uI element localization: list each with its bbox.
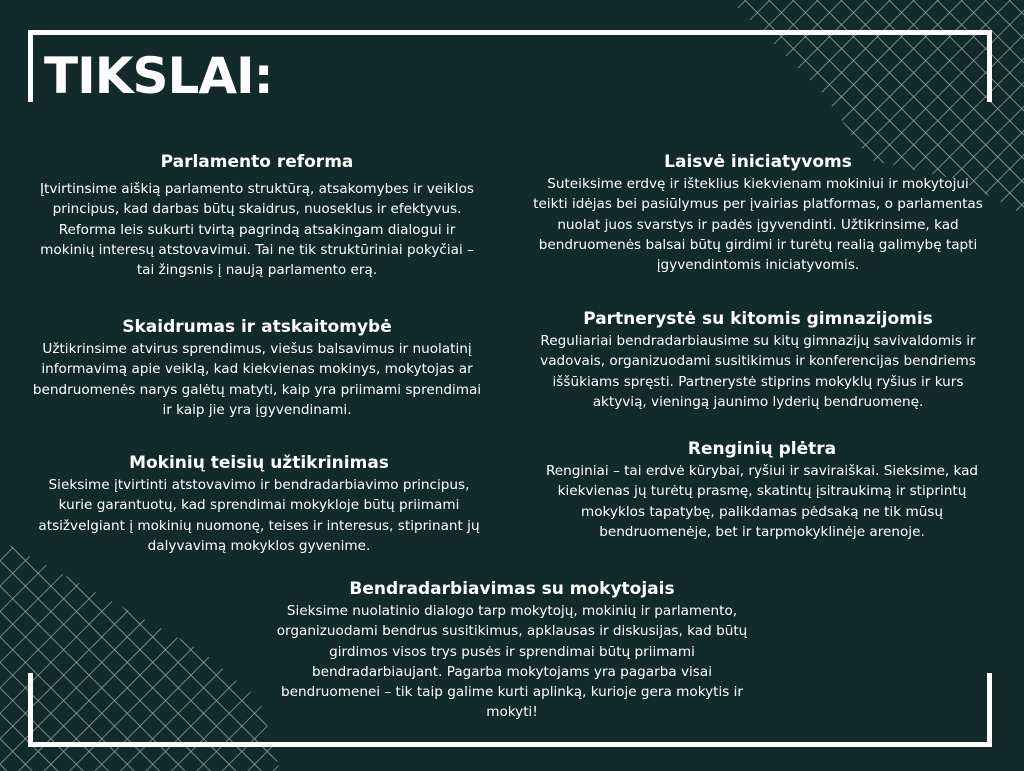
- section-heading: Skaidrumas ir atskaitomybė: [122, 317, 392, 337]
- section-laisve-iniciatyvoms: [530, 151, 986, 275]
- section-heading: Renginių plėtra: [687, 439, 837, 459]
- section-text: Įtvirtinsime aiškią parlamento struktūrą, atsakomybes ir veiklos principus, kad darbas būtų skaidrus, nuoseklus ir efektyvus. Reforma leis sukurti tvirtą pagrindą atsakingam dialogui ir mokinių interesų atstovavimui. Tai ne tik struktūriniai pokyčiai – tai žingsnis į naują parlamento erą.: [40, 181, 474, 279]
- section-heading: Laisvė iniciatyvoms: [664, 152, 852, 172]
- section-text: Suteiksime erdvę ir išteklius kiekvienam mokiniui ir mokytojui teikti idėjas bei pasiūlymus per įvairias platformas, o parlamentas nuolat juos svarstys ir padės įgyvendinti. Užtikrinsime, kad bendruomenės balsai būtų girdimi ir turėtų realią galimybę tapti įgyvendintomis iniciatyvomis.: [533, 176, 983, 274]
- section-skaidrumas: [32, 316, 482, 420]
- section-parlamento-reforma: [32, 151, 482, 280]
- section-heading: Mokinių teisių užtikrinimas: [129, 453, 389, 473]
- page-title: TIKSLAI:: [44, 47, 273, 105]
- section-text: Reguliariai bendradarbiausime su kitų gimnazijų savivaldomis ir vadovais, organizuodami susitikimus ir konferencijas bendriems iššūkiams spręsti. Partnerystė stiprins mokyklų ryšius ir kurs aktyvią, vieningą jaunimo lyderių bendruomenę.: [540, 333, 976, 410]
- section-bendradarbiavimas: [262, 578, 762, 723]
- section-partneryste: [530, 308, 986, 412]
- section-text: Sieksime nuolatinio dialogo tarp mokytojų, mokinių ir parlamento, organizuodami bendrus susitikimus, apklausas ir diskusijas, kad būtų girdimos visos trys pusės ir sprendimai būtų priimami bendradarbiaujant. Pagarba mokytojams yra pagarba visai bendruomenei – tik taip galime kurti aplinką, kurioje gera mokytis ir mokyti!: [276, 603, 748, 721]
- section-text: Renginiai – tai erdvė kūrybai, ryšiui ir saviraiškai. Sieksime, kad kiekvienas jų turėtų prasmę, skatintų įsitraukimą ir stiprintų mokyklos tapatybę, palikdamas pėdsaką ne tik mūsų bendruomenėje, bet ir tarpmokyklinėje arenoje.: [545, 463, 979, 540]
- section-text: Užtikrinsime atvirus sprendimus, viešus balsavimus ir nuolatinį informavimą apie veiklą, kad kiekvienas mokinys, mokytojas ar bendruomenės narys galėtų matyti, kaip yra priimami sprendimai ir kaip jie yra įgyvendinami.: [32, 341, 482, 418]
- section-renginiu-pletra: [530, 438, 994, 542]
- section-text: Sieksime įtvirtinti atstovavimo ir bendradarbiavimo principus, kurie garantuotų, kad sprendimai mokykloje būtų priimami atsižvelgiant į mokinių nuomonę, teises ir interesus, stiprinant jų dalyvavimą mokyklos gyvenime.: [38, 477, 480, 554]
- section-heading: Bendradarbiavimas su mokytojais: [349, 579, 675, 599]
- section-heading: Partnerystė su kitomis gimnazijomis: [583, 309, 933, 329]
- section-heading: Parlamento reforma: [160, 152, 354, 172]
- section-mokiniu-teises: [32, 452, 486, 556]
